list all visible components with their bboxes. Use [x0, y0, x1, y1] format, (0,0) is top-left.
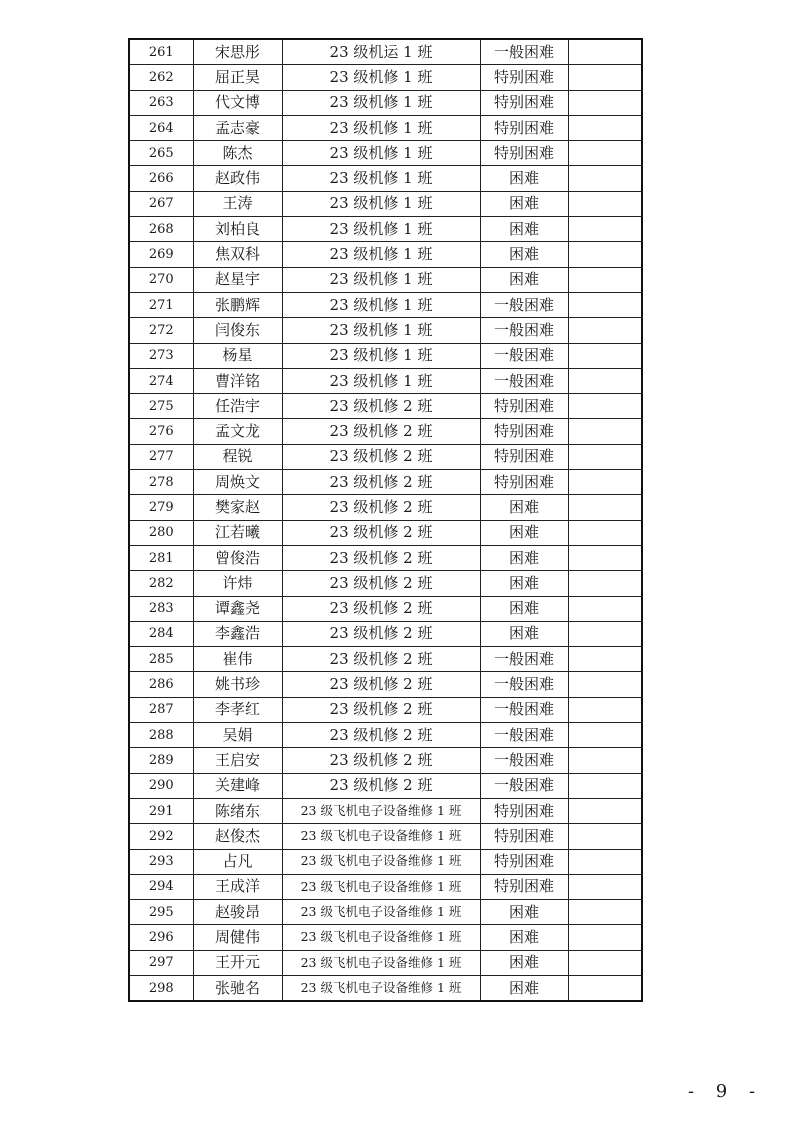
- table-row: [129, 394, 642, 419]
- difficulty-level-cell: 一般困难: [480, 723, 568, 748]
- student-name-cell: 谭鑫尧: [193, 596, 282, 621]
- class-cell: 23 级机修 1 班: [282, 242, 480, 267]
- class-cell: 23 级机修 1 班: [282, 343, 480, 368]
- class-cell: 23 级飞机电子设备维修 1 班: [282, 925, 480, 950]
- remarks-cell: [568, 419, 642, 444]
- class-cell: 23 级机修 1 班: [282, 368, 480, 393]
- class-cell: 23 级机修 2 班: [282, 545, 480, 570]
- difficulty-level-cell: 特别困难: [480, 849, 568, 874]
- student-name-cell: 曾俊浩: [193, 545, 282, 570]
- class-cell: 23 级飞机电子设备维修 1 班: [282, 900, 480, 925]
- difficulty-level-cell: 特别困难: [480, 65, 568, 90]
- difficulty-level-cell: 一般困难: [480, 292, 568, 317]
- row-number-cell: 278: [129, 470, 193, 495]
- difficulty-level-cell: 一般困难: [480, 773, 568, 798]
- difficulty-level-cell: 困难: [480, 596, 568, 621]
- row-number-cell: 285: [129, 647, 193, 672]
- row-number-cell: 261: [129, 39, 193, 65]
- remarks-cell: [568, 748, 642, 773]
- remarks-cell: [568, 950, 642, 975]
- difficulty-level-cell: 困难: [480, 545, 568, 570]
- student-name-cell: 樊家赵: [193, 495, 282, 520]
- difficulty-level-cell: 一般困难: [480, 368, 568, 393]
- table-row: [129, 318, 642, 343]
- table-row: [129, 798, 642, 823]
- remarks-cell: [568, 925, 642, 950]
- remarks-cell: [568, 849, 642, 874]
- table-row: [129, 545, 642, 570]
- row-number-cell: 269: [129, 242, 193, 267]
- row-number-cell: 263: [129, 90, 193, 115]
- page-number: - 9 -: [688, 1081, 764, 1102]
- class-cell: 23 级机修 1 班: [282, 318, 480, 343]
- class-cell: 23 级机修 1 班: [282, 115, 480, 140]
- table-row: [129, 343, 642, 368]
- row-number-cell: 290: [129, 773, 193, 798]
- class-cell: 23 级机修 2 班: [282, 773, 480, 798]
- table-row: [129, 267, 642, 292]
- table-row: [129, 697, 642, 722]
- difficulty-level-cell: 困难: [480, 191, 568, 216]
- difficulty-level-cell: 特别困难: [480, 115, 568, 140]
- student-name-cell: 占凡: [193, 849, 282, 874]
- remarks-cell: [568, 166, 642, 191]
- row-number-cell: 272: [129, 318, 193, 343]
- row-number-cell: 274: [129, 368, 193, 393]
- student-name-cell: 王涛: [193, 191, 282, 216]
- table-row: [129, 571, 642, 596]
- row-number-cell: 286: [129, 672, 193, 697]
- student-name-cell: 李鑫浩: [193, 621, 282, 646]
- difficulty-level-cell: 特别困难: [480, 444, 568, 469]
- class-cell: 23 级机修 1 班: [282, 141, 480, 166]
- table-row: [129, 723, 642, 748]
- table-row: [129, 166, 642, 191]
- class-cell: 23 级机修 2 班: [282, 748, 480, 773]
- student-name-cell: 陈杰: [193, 141, 282, 166]
- difficulty-level-cell: 一般困难: [480, 647, 568, 672]
- table-row: [129, 65, 642, 90]
- class-cell: 23 级机运 1 班: [282, 39, 480, 65]
- student-name-cell: 宋思彤: [193, 39, 282, 65]
- remarks-cell: [568, 571, 642, 596]
- table-row: [129, 242, 642, 267]
- remarks-cell: [568, 292, 642, 317]
- student-name-cell: 焦双科: [193, 242, 282, 267]
- remarks-cell: [568, 90, 642, 115]
- remarks-cell: [568, 267, 642, 292]
- class-cell: 23 级机修 2 班: [282, 672, 480, 697]
- student-name-cell: 李孝红: [193, 697, 282, 722]
- student-name-cell: 陈绪东: [193, 798, 282, 823]
- table-row: [129, 444, 642, 469]
- table-row: [129, 975, 642, 1001]
- row-number-cell: 289: [129, 748, 193, 773]
- student-name-cell: 许炜: [193, 571, 282, 596]
- remarks-cell: [568, 520, 642, 545]
- student-name-cell: 崔伟: [193, 647, 282, 672]
- difficulty-level-cell: 困难: [480, 242, 568, 267]
- class-cell: 23 级机修 2 班: [282, 621, 480, 646]
- table-row: [129, 950, 642, 975]
- class-cell: 23 级机修 1 班: [282, 90, 480, 115]
- table-row: [129, 824, 642, 849]
- table-row: [129, 115, 642, 140]
- class-cell: 23 级机修 2 班: [282, 470, 480, 495]
- class-cell: 23 级飞机电子设备维修 1 班: [282, 975, 480, 1001]
- student-name-cell: 刘柏良: [193, 217, 282, 242]
- class-cell: 23 级机修 2 班: [282, 723, 480, 748]
- table-row: [129, 141, 642, 166]
- table-row: [129, 39, 642, 65]
- table-row: [129, 672, 642, 697]
- student-name-cell: 张鹏辉: [193, 292, 282, 317]
- student-name-cell: 赵骏昂: [193, 900, 282, 925]
- class-cell: 23 级机修 1 班: [282, 191, 480, 216]
- table-row: [129, 470, 642, 495]
- table-row: [129, 874, 642, 899]
- student-name-cell: 张驰名: [193, 975, 282, 1001]
- difficulty-level-cell: 特别困难: [480, 470, 568, 495]
- class-cell: 23 级机修 1 班: [282, 267, 480, 292]
- student-name-cell: 赵政伟: [193, 166, 282, 191]
- table-row: [129, 621, 642, 646]
- remarks-cell: [568, 647, 642, 672]
- table-row: [129, 292, 642, 317]
- remarks-cell: [568, 621, 642, 646]
- table-row: [129, 596, 642, 621]
- class-cell: 23 级飞机电子设备维修 1 班: [282, 950, 480, 975]
- table-row: [129, 419, 642, 444]
- class-cell: 23 级机修 1 班: [282, 217, 480, 242]
- difficulty-level-cell: 困难: [480, 267, 568, 292]
- remarks-cell: [568, 900, 642, 925]
- row-number-cell: 262: [129, 65, 193, 90]
- remarks-cell: [568, 723, 642, 748]
- class-cell: 23 级机修 2 班: [282, 596, 480, 621]
- row-number-cell: 277: [129, 444, 193, 469]
- remarks-cell: [568, 874, 642, 899]
- student-name-cell: 王成洋: [193, 874, 282, 899]
- difficulty-level-cell: 困难: [480, 975, 568, 1001]
- student-name-cell: 王启安: [193, 748, 282, 773]
- row-number-cell: 297: [129, 950, 193, 975]
- difficulty-level-cell: 困难: [480, 621, 568, 646]
- student-name-cell: 吴娟: [193, 723, 282, 748]
- remarks-cell: [568, 672, 642, 697]
- class-cell: 23 级机修 1 班: [282, 166, 480, 191]
- difficulty-level-cell: 特别困难: [480, 874, 568, 899]
- row-number-cell: 283: [129, 596, 193, 621]
- difficulty-level-cell: 特别困难: [480, 798, 568, 823]
- student-aid-table: [128, 38, 643, 1002]
- remarks-cell: [568, 217, 642, 242]
- remarks-cell: [568, 141, 642, 166]
- remarks-cell: [568, 39, 642, 65]
- student-name-cell: 闫俊东: [193, 318, 282, 343]
- row-number-cell: 281: [129, 545, 193, 570]
- student-name-cell: 孟志豪: [193, 115, 282, 140]
- table-row: [129, 217, 642, 242]
- remarks-cell: [568, 975, 642, 1001]
- student-name-cell: 程锐: [193, 444, 282, 469]
- row-number-cell: 284: [129, 621, 193, 646]
- row-number-cell: 295: [129, 900, 193, 925]
- table-row: [129, 773, 642, 798]
- remarks-cell: [568, 65, 642, 90]
- row-number-cell: 293: [129, 849, 193, 874]
- difficulty-level-cell: 一般困难: [480, 697, 568, 722]
- class-cell: 23 级机修 1 班: [282, 292, 480, 317]
- row-number-cell: 279: [129, 495, 193, 520]
- table-row: [129, 520, 642, 545]
- student-name-cell: 曹洋铭: [193, 368, 282, 393]
- class-cell: 23 级机修 1 班: [282, 65, 480, 90]
- difficulty-level-cell: 困难: [480, 950, 568, 975]
- row-number-cell: 271: [129, 292, 193, 317]
- difficulty-level-cell: 困难: [480, 217, 568, 242]
- remarks-cell: [568, 318, 642, 343]
- row-number-cell: 266: [129, 166, 193, 191]
- student-name-cell: 赵星宇: [193, 267, 282, 292]
- difficulty-level-cell: 一般困难: [480, 318, 568, 343]
- remarks-cell: [568, 444, 642, 469]
- row-number-cell: 264: [129, 115, 193, 140]
- remarks-cell: [568, 115, 642, 140]
- class-cell: 23 级飞机电子设备维修 1 班: [282, 824, 480, 849]
- table-row: [129, 368, 642, 393]
- remarks-cell: [568, 824, 642, 849]
- class-cell: 23 级机修 2 班: [282, 444, 480, 469]
- student-name-cell: 王开元: [193, 950, 282, 975]
- row-number-cell: 292: [129, 824, 193, 849]
- row-number-cell: 275: [129, 394, 193, 419]
- student-name-cell: 杨星: [193, 343, 282, 368]
- row-number-cell: 280: [129, 520, 193, 545]
- student-name-cell: 江若曦: [193, 520, 282, 545]
- row-number-cell: 267: [129, 191, 193, 216]
- difficulty-level-cell: 困难: [480, 495, 568, 520]
- class-cell: 23 级机修 2 班: [282, 520, 480, 545]
- difficulty-level-cell: 一般困难: [480, 748, 568, 773]
- row-number-cell: 282: [129, 571, 193, 596]
- difficulty-level-cell: 一般困难: [480, 39, 568, 65]
- remarks-cell: [568, 545, 642, 570]
- row-number-cell: 296: [129, 925, 193, 950]
- class-cell: 23 级机修 2 班: [282, 647, 480, 672]
- remarks-cell: [568, 368, 642, 393]
- difficulty-level-cell: 特别困难: [480, 141, 568, 166]
- class-cell: 23 级飞机电子设备维修 1 班: [282, 849, 480, 874]
- row-number-cell: 268: [129, 217, 193, 242]
- difficulty-level-cell: 一般困难: [480, 672, 568, 697]
- remarks-cell: [568, 495, 642, 520]
- student-name-cell: 任浩宇: [193, 394, 282, 419]
- difficulty-level-cell: 特别困难: [480, 419, 568, 444]
- remarks-cell: [568, 242, 642, 267]
- table-row: [129, 849, 642, 874]
- class-cell: 23 级飞机电子设备维修 1 班: [282, 874, 480, 899]
- student-aid-table-wrapper: [128, 38, 641, 1002]
- table-row: [129, 925, 642, 950]
- class-cell: 23 级机修 2 班: [282, 394, 480, 419]
- difficulty-level-cell: 特别困难: [480, 824, 568, 849]
- table-row: [129, 900, 642, 925]
- row-number-cell: 298: [129, 975, 193, 1001]
- difficulty-level-cell: 困难: [480, 900, 568, 925]
- remarks-cell: [568, 470, 642, 495]
- remarks-cell: [568, 596, 642, 621]
- difficulty-level-cell: 困难: [480, 166, 568, 191]
- table-row: [129, 647, 642, 672]
- row-number-cell: 273: [129, 343, 193, 368]
- row-number-cell: 294: [129, 874, 193, 899]
- table-row: [129, 90, 642, 115]
- difficulty-level-cell: 一般困难: [480, 343, 568, 368]
- student-name-cell: 代文博: [193, 90, 282, 115]
- student-name-cell: 周健伟: [193, 925, 282, 950]
- row-number-cell: 276: [129, 419, 193, 444]
- remarks-cell: [568, 773, 642, 798]
- table-body: [129, 39, 642, 1001]
- table-row: [129, 191, 642, 216]
- difficulty-level-cell: 困难: [480, 925, 568, 950]
- student-name-cell: 屈正昊: [193, 65, 282, 90]
- difficulty-level-cell: 特别困难: [480, 394, 568, 419]
- table-row: [129, 748, 642, 773]
- difficulty-level-cell: 特别困难: [480, 90, 568, 115]
- remarks-cell: [568, 697, 642, 722]
- student-name-cell: 周焕文: [193, 470, 282, 495]
- class-cell: 23 级机修 2 班: [282, 419, 480, 444]
- class-cell: 23 级飞机电子设备维修 1 班: [282, 798, 480, 823]
- class-cell: 23 级机修 2 班: [282, 697, 480, 722]
- row-number-cell: 287: [129, 697, 193, 722]
- remarks-cell: [568, 798, 642, 823]
- class-cell: 23 级机修 2 班: [282, 571, 480, 596]
- class-cell: 23 级机修 2 班: [282, 495, 480, 520]
- student-name-cell: 姚书珍: [193, 672, 282, 697]
- remarks-cell: [568, 394, 642, 419]
- difficulty-level-cell: 困难: [480, 520, 568, 545]
- student-name-cell: 孟文龙: [193, 419, 282, 444]
- remarks-cell: [568, 343, 642, 368]
- table-row: [129, 495, 642, 520]
- row-number-cell: 291: [129, 798, 193, 823]
- difficulty-level-cell: 困难: [480, 571, 568, 596]
- row-number-cell: 288: [129, 723, 193, 748]
- row-number-cell: 265: [129, 141, 193, 166]
- row-number-cell: 270: [129, 267, 193, 292]
- remarks-cell: [568, 191, 642, 216]
- student-name-cell: 关建峰: [193, 773, 282, 798]
- student-name-cell: 赵俊杰: [193, 824, 282, 849]
